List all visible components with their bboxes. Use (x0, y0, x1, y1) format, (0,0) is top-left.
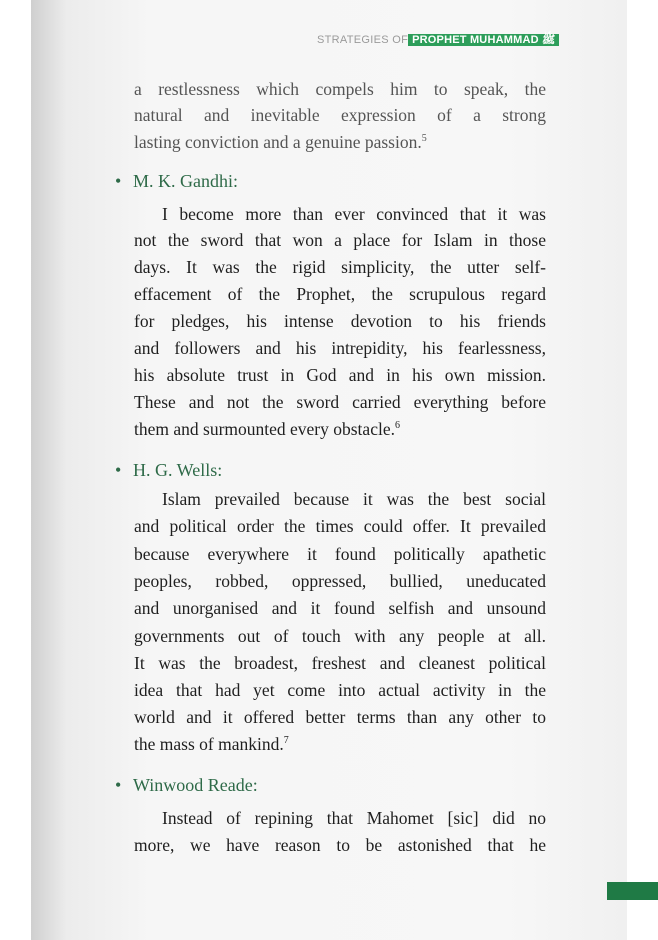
text-line: more, we have reason to be astonished that he (134, 835, 546, 855)
text-line (134, 418, 546, 440)
honorific-symbol: ﷺ (542, 34, 556, 46)
footnote-marker: 5 (421, 133, 427, 144)
text-line: days. It was the rigid simplicity, the utter self- (134, 257, 546, 277)
text-line: These and not the sword carried everything before (134, 392, 546, 412)
text-line: effacement of the Prophet, the scrupulous regard (134, 284, 546, 304)
running-header (317, 33, 563, 47)
text-line: his absolute trust in God and in his own mission. (134, 365, 546, 385)
text-line: I become more than ever convinced that it was (162, 204, 546, 224)
bullet-icon: • (115, 460, 122, 480)
text-line: not the sword that won a place for Islam in those (134, 230, 546, 250)
header-title-left: STRATEGIES OF (317, 34, 409, 46)
author-name: M. K. Gandhi: (133, 171, 238, 191)
book-page (31, 0, 627, 940)
text-line-content: them and surmounted every obstacle. (134, 419, 395, 439)
text-line: and followers and his intrepidity, his fearlessness, (134, 338, 546, 358)
text-line: natural and inevitable expression of a strong (134, 105, 546, 125)
text-line: Islam prevailed because it was the best social (162, 489, 546, 509)
text-line-content: lasting conviction and a genuine passion. (134, 132, 422, 152)
text-line: Instead of repining that Mahomet [sic] did no (162, 808, 546, 828)
text-line: peoples, robbed, oppressed, bullied, uneducated (134, 571, 546, 591)
quote-author-wells (115, 459, 222, 481)
text-line: world and it offered better terms than any other to (134, 707, 546, 727)
quote-author-gandhi (115, 170, 238, 192)
page-number-tab (607, 882, 658, 900)
bullet-icon: • (115, 171, 122, 191)
footnote-marker: 7 (283, 735, 289, 746)
author-name: Winwood Reade: (133, 775, 258, 795)
author-name: H. G. Wells: (133, 460, 223, 480)
text-line: It was the broadest, freshest and cleanest political (134, 653, 546, 673)
text-line: and political order the times could offer. It prevailed (134, 516, 546, 536)
text-line: because everywhere it found politically apathetic (134, 544, 546, 564)
header-title-right-text: PROPHET MUHAMMAD (412, 34, 539, 46)
text-line: governments out of touch with any people at all. (134, 626, 546, 646)
text-line: idea that had yet come into actual activity in the (134, 680, 546, 700)
quote-author-reade (115, 774, 258, 796)
text-line: for pledges, his intense devotion to his friends (134, 311, 546, 331)
header-title-right (408, 34, 559, 46)
footnote-marker: 6 (394, 420, 400, 431)
text-line (134, 131, 546, 153)
bullet-icon: • (115, 775, 122, 795)
text-line (134, 733, 546, 755)
text-line-content: the mass of mankind. (134, 734, 284, 754)
text-line: and unorganised and it found selfish and unsound (134, 598, 546, 618)
text-line: a restlessness which compels him to speak, the (134, 79, 546, 99)
